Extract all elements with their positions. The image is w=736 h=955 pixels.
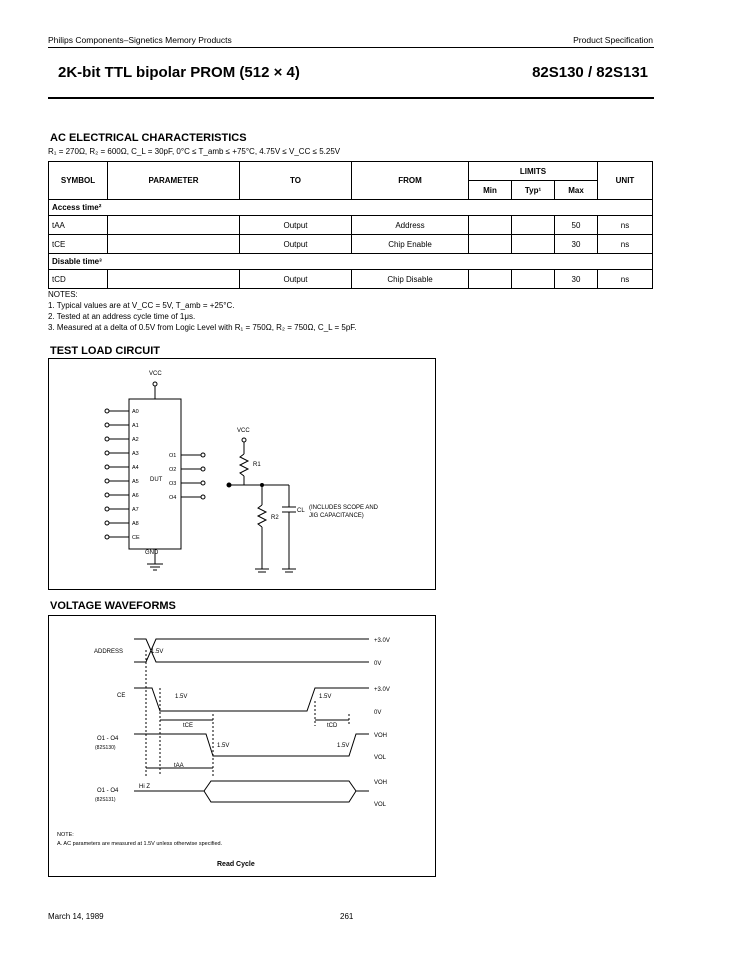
cell-symbol: tCD [49, 270, 108, 289]
cell-unit: ns [598, 216, 653, 235]
cell-min [469, 235, 512, 254]
o-82s131-voh: VOH [374, 780, 388, 786]
cl-label: CL [297, 508, 305, 514]
input-pin-label: A1 [132, 423, 139, 429]
cell-max: 30 [555, 270, 598, 289]
cell-min [469, 270, 512, 289]
o-82s131-vol: VOL [374, 802, 387, 808]
input-pin-terminal [105, 493, 109, 497]
waveforms-frame [48, 615, 436, 877]
ce-label: CE [117, 693, 126, 699]
load-vcc-label: VCC [237, 428, 250, 434]
cell-max: 50 [555, 216, 598, 235]
address-0v: 0V [374, 661, 382, 667]
input-pin-label: A4 [132, 465, 139, 471]
title-rule [48, 97, 654, 99]
address-1-5v: 1.5V [151, 649, 164, 655]
header-rule [48, 47, 654, 48]
cell-parameter [108, 235, 240, 254]
input-pin-terminal [105, 507, 109, 511]
col-to: TO [240, 162, 352, 200]
note-2: 2. Tested at an address cycle time of 1μs. [48, 312, 196, 321]
waveforms-heading: VOLTAGE WAVEFORMS [50, 600, 176, 612]
cell-unit: ns [598, 270, 653, 289]
cell-min [469, 216, 512, 235]
group-label: Access time² [49, 200, 653, 216]
voltage-waveform-diagram [49, 616, 435, 876]
dut-label: DUT [150, 477, 163, 483]
output-pin-terminal [201, 453, 205, 457]
hiz-label: Hi Z [139, 784, 150, 790]
test-load-circuit-diagram [49, 359, 435, 589]
input-pin-label: A0 [132, 409, 139, 415]
address-label: ADDRESS [94, 649, 124, 655]
waveform-note-title: NOTE: [57, 832, 74, 838]
output-pin-terminal [201, 495, 205, 499]
footer-page-number: 261 [340, 912, 354, 921]
col-parameter: PARAMETER [108, 162, 240, 200]
col-from: FROM [352, 162, 469, 200]
input-pin-terminal [105, 465, 109, 469]
cell-typ [512, 235, 555, 254]
address-high-trace [134, 639, 369, 662]
cell-symbol: tAA [49, 216, 108, 235]
col-typ: Typ¹ [512, 181, 555, 200]
cl-note-2: JIG CAPACITANCE) [309, 513, 364, 519]
cell-max: 30 [555, 235, 598, 254]
output-pin-label: O1 [169, 453, 177, 459]
input-pin-label: A7 [132, 507, 139, 513]
table-row [49, 235, 653, 254]
header-doc-type: Product Specification [573, 35, 653, 45]
ac-heading: AC ELECTRICAL CHARACTERISTICS [50, 132, 247, 144]
o-82s130-vol: VOL [374, 755, 387, 761]
input-pin-terminal [105, 479, 109, 483]
input-pin-label: A6 [132, 493, 139, 499]
ce-1-5v-right: 1.5V [319, 694, 332, 700]
input-pin-label: A5 [132, 479, 139, 485]
cell-from: Chip Enable [352, 235, 469, 254]
ce-3v: +3.0V [374, 687, 390, 693]
note-3: 3. Measured at a delta of 0.5V from Logic Level with R₁ = 750Ω, R₂ = 750Ω, C_L = 5pF. [48, 323, 357, 332]
ac-notes [48, 289, 357, 333]
cell-to: Output [240, 270, 352, 289]
address-low-trace [134, 639, 369, 662]
cell-parameter [108, 270, 240, 289]
input-pin-terminal [105, 423, 109, 427]
input-pin-label: A2 [132, 437, 139, 443]
ce-0v: 0V [374, 710, 382, 716]
ac-table [48, 161, 653, 289]
notes-title: NOTES: [48, 290, 78, 299]
test-load-frame [48, 358, 436, 590]
test-load-heading: TEST LOAD CIRCUIT [50, 345, 160, 357]
address-3v: +3.0V [374, 638, 390, 644]
cell-from: Address [352, 216, 469, 235]
header-company: Philips Components–Signetics Memory Products [48, 35, 232, 45]
waveform-note-a: A. AC parameters are measured at 1.5V unless otherwise specified. [57, 841, 223, 847]
input-pin-terminal [105, 409, 109, 413]
o1-o4-82s131-upper [134, 781, 369, 791]
table-row [49, 216, 653, 235]
col-min: Min [469, 181, 512, 200]
input-pin-terminal [105, 521, 109, 525]
o-82s130-sub: (82S130) [95, 745, 116, 751]
o-82s130-1-5v-left: 1.5V [217, 743, 230, 749]
cell-unit: ns [598, 235, 653, 254]
input-pin-terminal [105, 535, 109, 539]
cl-note-1: (INCLUDES SCOPE AND [309, 505, 379, 511]
cell-typ [512, 270, 555, 289]
o-82s131-label: O1 - O4 [97, 788, 119, 794]
cell-typ [512, 216, 555, 235]
ce-1-5v-left: 1.5V [175, 694, 188, 700]
input-pin-label: CE [132, 535, 140, 541]
output-pin-terminal [201, 481, 205, 485]
ac-conditions: R₁ = 270Ω, R₂ = 600Ω, C_L = 30pF, 0°C ≤ T_amb ≤ +75°C, 4.75V ≤ V_CC ≤ 5.25V [48, 147, 341, 156]
ce-trace [134, 688, 369, 711]
input-pin-terminal [105, 451, 109, 455]
part-number: 82S130 / 82S131 [532, 64, 648, 81]
page-title: 2K-bit TTL bipolar PROM (512 × 4) [58, 64, 300, 81]
r1-label: R1 [253, 462, 261, 468]
o-82s131-sub: (82S131) [95, 797, 116, 803]
footer-date: March 14, 1989 [48, 912, 104, 921]
input-pin-label: A8 [132, 521, 139, 527]
output-pin-label: O4 [169, 495, 177, 501]
table-row [49, 270, 653, 289]
tcd-label: tCD [327, 723, 338, 729]
vcc-label: VCC [149, 371, 162, 377]
gnd-label: GND [145, 550, 159, 556]
output-pin-terminal [201, 467, 205, 471]
o-82s130-1-5v-right: 1.5V [337, 743, 350, 749]
r2-label: R2 [271, 515, 279, 521]
col-unit: UNIT [598, 162, 653, 200]
cell-from: Chip Disable [352, 270, 469, 289]
output-pin-label: O3 [169, 481, 177, 487]
input-pin-terminal [105, 437, 109, 441]
cell-to: Output [240, 235, 352, 254]
o1-o4-82s130-trace [134, 734, 369, 756]
output-pin-label: O2 [169, 467, 177, 473]
cell-parameter [108, 216, 240, 235]
waveform-caption: Read Cycle [217, 861, 255, 868]
cell-to: Output [240, 216, 352, 235]
col-limits: LIMITS [469, 162, 598, 181]
cell-symbol: tCE [49, 235, 108, 254]
taa-label: tAA [174, 763, 184, 769]
tce-label: tCE [183, 723, 194, 729]
group-label: Disable time³ [49, 254, 653, 270]
col-max: Max [555, 181, 598, 200]
input-pin-label: A3 [132, 451, 139, 457]
o1-o4-82s131-lower [204, 791, 356, 802]
note-1: 1. Typical values are at V_CC = 5V, T_amb = +25°C. [48, 301, 235, 310]
o-82s130-voh: VOH [374, 733, 388, 739]
col-symbol: SYMBOL [49, 162, 108, 200]
o-82s130-label: O1 - O4 [97, 736, 119, 742]
